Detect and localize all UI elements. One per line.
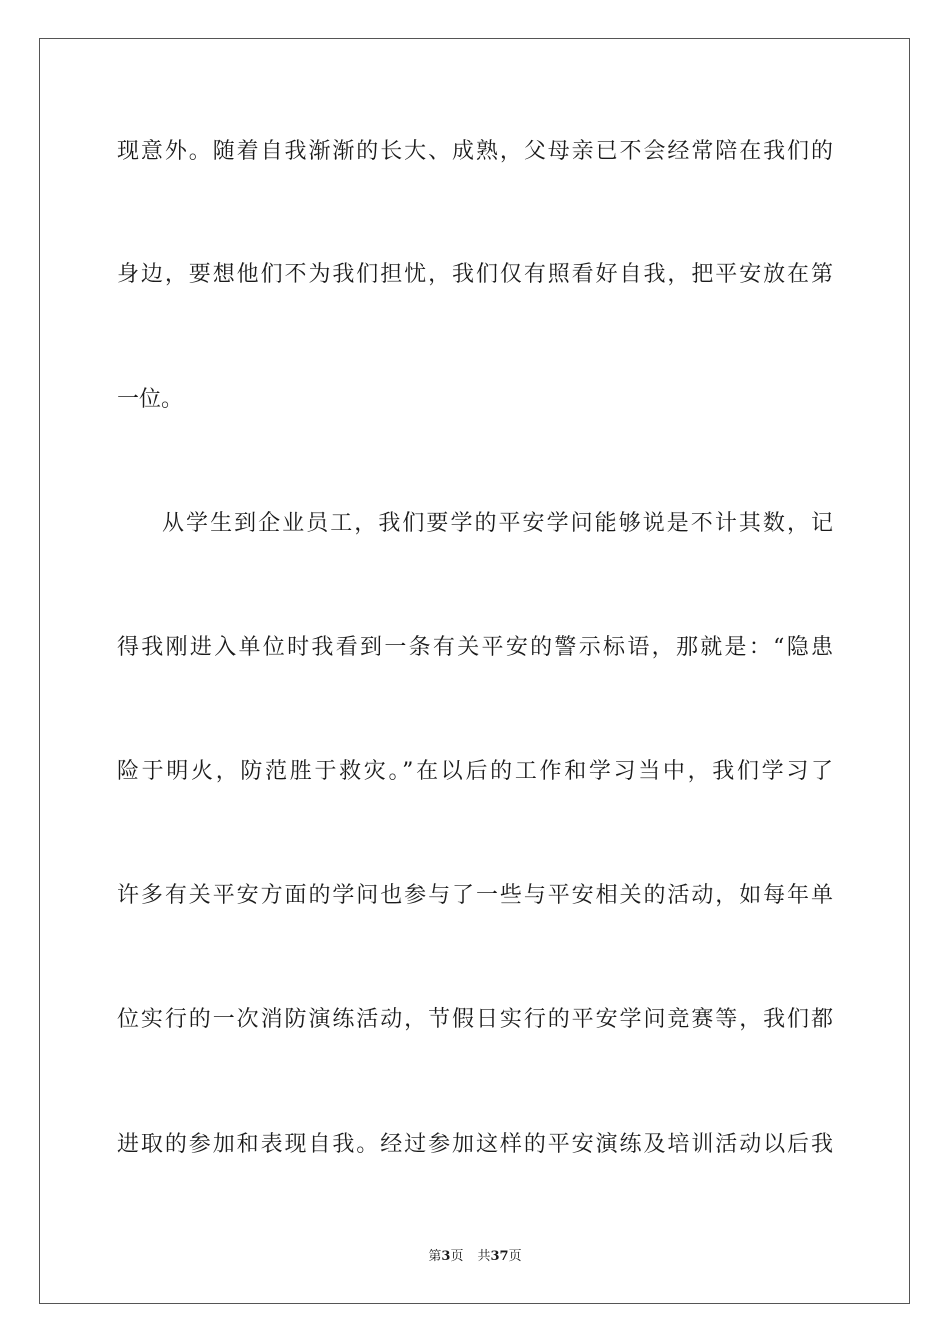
total-prefix: 共 [477, 1249, 491, 1264]
text-line-2: 身边，要想他们不为我们担忧，我们仅有照看好自我，把平安放在第 [117, 262, 833, 287]
text-line-5: 得我刚进入单位时我看到一条有关平安的警示标语，那就是：“隐患 [117, 635, 833, 660]
text-line-4: 从学生到企业员工，我们要学的平安学问能够说是不计其数，记 [162, 511, 833, 536]
text-line-3: 一位。 [117, 387, 184, 412]
text-line-7: 许多有关平安方面的学问也参与了一些与平安相关的活动，如每年单 [117, 883, 833, 908]
total-pages: 37 [490, 1249, 509, 1264]
page-suffix: 页 [450, 1249, 464, 1264]
text-line-1: 现意外。随着自我渐渐的长大、成熟，父母亲已不会经常陪在我们的 [117, 139, 833, 164]
text-line-9: 进取的参加和表现自我。经过参加这样的平安演练及培训活动以后我 [117, 1132, 833, 1157]
page-border [39, 38, 910, 1304]
text-line-6: 险于明火，防范胜于救灾。”在以后的工作和学习当中，我们学习了 [117, 759, 833, 784]
page-footer [0, 1248, 950, 1266]
text-line-8: 位实行的一次消防演练活动，节假日实行的平安学问竞赛等，我们都 [117, 1007, 833, 1032]
page-number: 3 [441, 1249, 451, 1264]
total-suffix: 页 [508, 1249, 522, 1264]
page-prefix: 第 [428, 1249, 442, 1264]
